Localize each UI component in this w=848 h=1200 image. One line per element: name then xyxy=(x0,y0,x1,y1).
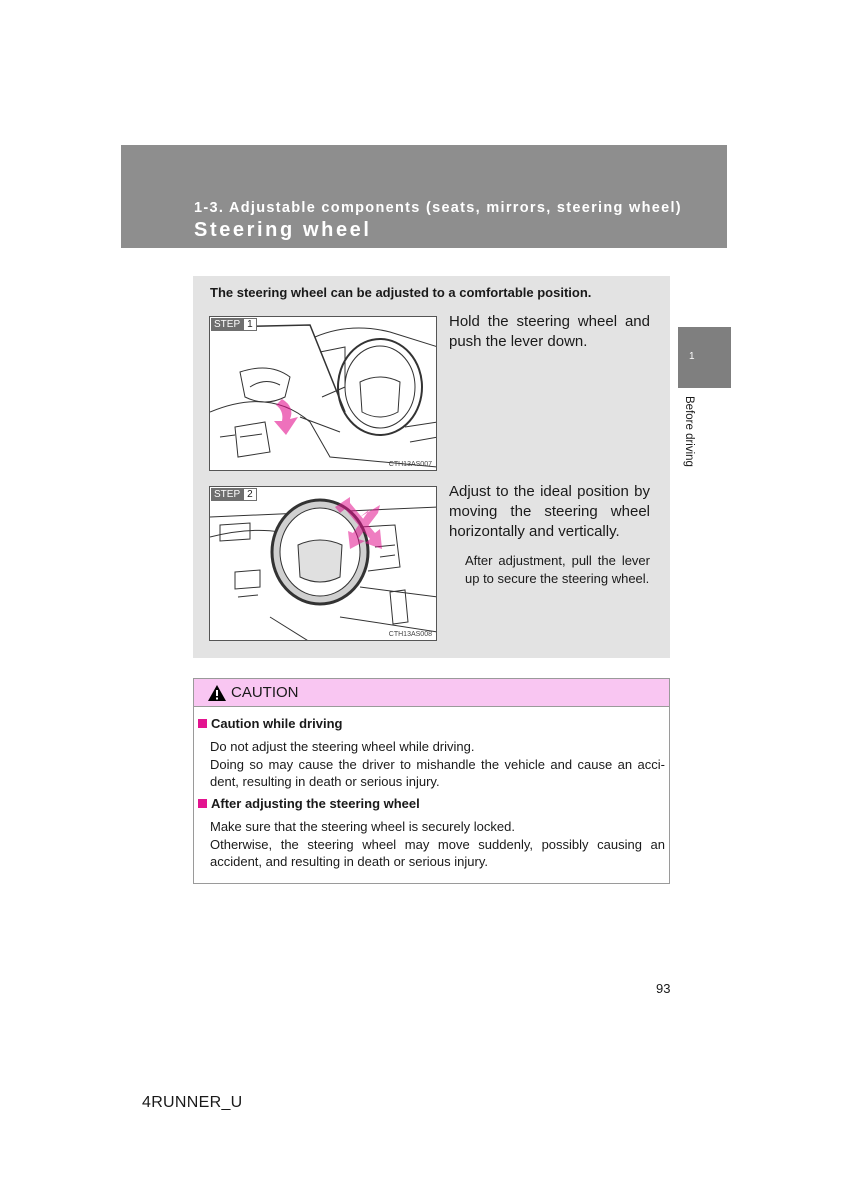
step2-image-code: CTH13AS008 xyxy=(388,631,432,638)
caution-title: CAUTION xyxy=(231,684,299,701)
step1-text: Hold the steering wheel and push the lever down. xyxy=(449,313,650,350)
step2-note: After adjustment, pull the lever up to secure the steering wheel. xyxy=(465,553,650,586)
section-title: 1-3. Adjustable components (seats, mirrors, steering wheel) xyxy=(194,200,682,216)
caution-item-body: Do not adjust the steering wheel while driving. Doing so may cause the driver to mishandle the vehicle and cause an acci-dent, resulting in death or serious injury. xyxy=(210,739,665,789)
section-header xyxy=(121,145,727,248)
step1-badge: STEP 1 xyxy=(211,318,257,331)
page-number: 93 xyxy=(656,981,671,996)
footer-model-code: 4RUNNER_U xyxy=(142,1094,243,1111)
chapter-number: 1 xyxy=(689,351,695,362)
caution-item-body: Make sure that the steering wheel is securely locked. Otherwise, the steering wheel may move suddenly, possibly causing an accident, and resulting in death or serious injury. xyxy=(210,819,665,869)
instructions-panel xyxy=(193,276,670,658)
step2-badge: STEP 2 xyxy=(211,488,257,501)
step1-image-code: CTH13AS007 xyxy=(388,461,432,468)
step2-text: Adjust to the ideal position by moving the steering wheel horizontally and vertically. xyxy=(449,483,650,540)
step2-illustration xyxy=(209,486,437,641)
step1-illustration xyxy=(209,316,437,471)
bullet-square-icon xyxy=(198,799,207,808)
steering-lever-drawing xyxy=(210,317,437,471)
caution-item-heading: After adjusting the steering wheel xyxy=(198,796,420,811)
caution-item-heading: Caution while driving xyxy=(198,716,342,731)
intro-text: The steering wheel can be adjusted to a comfortable position. xyxy=(210,285,592,300)
caution-box xyxy=(193,678,670,884)
page-title: Steering wheel xyxy=(194,219,372,241)
chapter-label: Before driving xyxy=(683,396,695,467)
warning-triangle-icon xyxy=(207,684,227,702)
steering-adjust-drawing xyxy=(210,487,437,641)
chapter-tab[interactable] xyxy=(678,327,731,388)
bullet-square-icon xyxy=(198,719,207,728)
caution-header xyxy=(194,679,669,707)
